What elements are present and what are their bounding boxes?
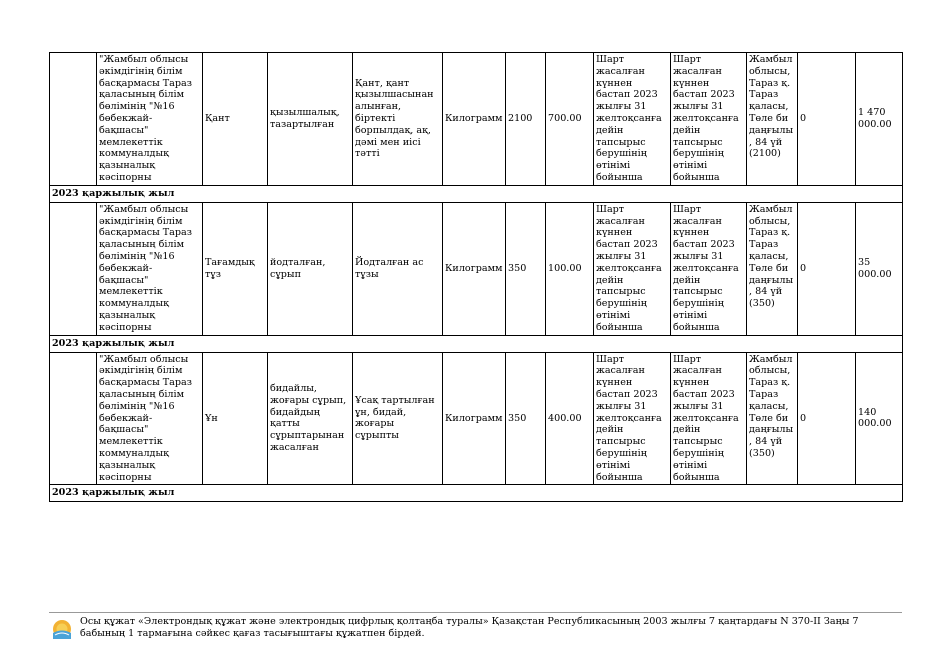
price-cell: 400.00 [546,352,594,485]
financial-year-row [50,485,903,502]
customer-cell: "Жамбыл облысы әкімдігінің білім басқармасы Тараз қаласының білім бөлімінің "№16 бөбекжай-бақшасы" мемлекеттік коммуналдық қазыналық кәсіпорны [97,202,203,335]
financial-year-label: 2023 қаржылық жыл [50,185,903,202]
advance-cell: 0 [798,202,856,335]
table-row [50,53,903,186]
delivery-term-cell: Шарт жасалған күннен бастап 2023 жылғы 31 желтоқсанға дейін тапсырыс берушінің өтінімі бойынша [671,352,747,485]
short-description-cell: бидайлы, жоғары сұрып, бидайдың қатты сұрыптарынан жасалған [268,352,353,485]
customer-cell: "Жамбыл облысы әкімдігінің білім басқармасы Тараз қаласының білім бөлімінің "№16 бөбекжай-бақшасы" мемлекеттік коммуналдық қазыналық кәсіпорны [97,352,203,485]
financial-year-label: 2023 қаржылық жыл [50,335,903,352]
footer-legal-notice: Осы құжат «Электрондық құжат және электрондық цифрлық қолтаңба туралы» Қазақстан Республикасының 2003 жылғы 7 қаңтардағы N 370-II Заңы 7 бабының 1 тармағына сәйкес қағаз тасығыштағы құжатпен бірдей. [80,616,859,639]
row-number-cell [50,202,97,335]
footer-divider [49,612,902,613]
delivery-term-cell: Шарт жасалған күннен бастап 2023 жылғы 31 желтоқсанға дейін тапсырыс берушінің өтінімі бойынша [671,202,747,335]
delivery-term-cell: Шарт жасалған күннен бастап 2023 жылғы 31 желтоқсанға дейін тапсырыс берушінің өтінімі бойынша [594,53,671,186]
short-description-cell: қызылшалық, тазартылған [268,53,353,186]
full-description-cell: Ұсақ тартылған ұн, бидай, жоғары сұрыпты [353,352,443,485]
quantity-cell: 2100 [506,53,546,186]
unit-cell: Килограмм [443,352,506,485]
unit-cell: Килограмм [443,202,506,335]
delivery-term-cell: Шарт жасалған күннен бастап 2023 жылғы 31 желтоқсанға дейін тапсырыс берушінің өтінімі бойынша [671,53,747,186]
table-row [50,202,903,335]
financial-year-label: 2023 қаржылық жыл [50,485,903,502]
product-name-cell: Қант [203,53,268,186]
quantity-cell: 350 [506,352,546,485]
financial-year-row [50,335,903,352]
delivery-place-cell: Жамбыл облысы, Тараз қ. Тараз қаласы, Төле би даңғылы, 84 үй (350) [747,202,798,335]
full-description-cell: Қант, қант қызылшасынан алынған, біртекті борпылдақ, ақ, дәмі мен иісі тәтті [353,53,443,186]
row-number-cell [50,352,97,485]
delivery-term-cell: Шарт жасалған күннен бастап 2023 жылғы 31 желтоқсанға дейін тапсырыс берушінің өтінімі бойынша [594,352,671,485]
sum-cell: 1 470 000.00 [856,53,903,186]
quantity-cell: 350 [506,202,546,335]
delivery-place-cell: Жамбыл облысы, Тараз қ. Тараз қаласы, Төле би даңғылы, 84 үй (2100) [747,53,798,186]
unit-cell: Килограмм [443,53,506,186]
price-cell: 100.00 [546,202,594,335]
advance-cell: 0 [798,352,856,485]
short-description-cell: йодталған, сұрып [268,202,353,335]
financial-year-row [50,185,903,202]
customer-cell: "Жамбыл облысы әкімдігінің білім басқармасы Тараз қаласының білім бөлімінің "№16 бөбекжай-бақшасы" мемлекеттік коммуналдық қазыналық кәсіпорны [97,53,203,186]
table-row [50,352,903,485]
row-number-cell [50,53,97,186]
egov-sun-logo-icon [50,617,74,639]
sum-cell: 140 000.00 [856,352,903,485]
advance-cell: 0 [798,53,856,186]
procurement-table [49,52,903,502]
product-name-cell: Тағамдық тұз [203,202,268,335]
delivery-term-cell: Шарт жасалған күннен бастап 2023 жылғы 31 желтоқсанға дейін тапсырыс берушінің өтінімі бойынша [594,202,671,335]
sum-cell: 35 000.00 [856,202,903,335]
price-cell: 700.00 [546,53,594,186]
product-name-cell: Ұн [203,352,268,485]
delivery-place-cell: Жамбыл облысы, Тараз қ. Тараз қаласы, Төле би даңғылы, 84 үй (350) [747,352,798,485]
full-description-cell: Йодталған ас тұзы [353,202,443,335]
